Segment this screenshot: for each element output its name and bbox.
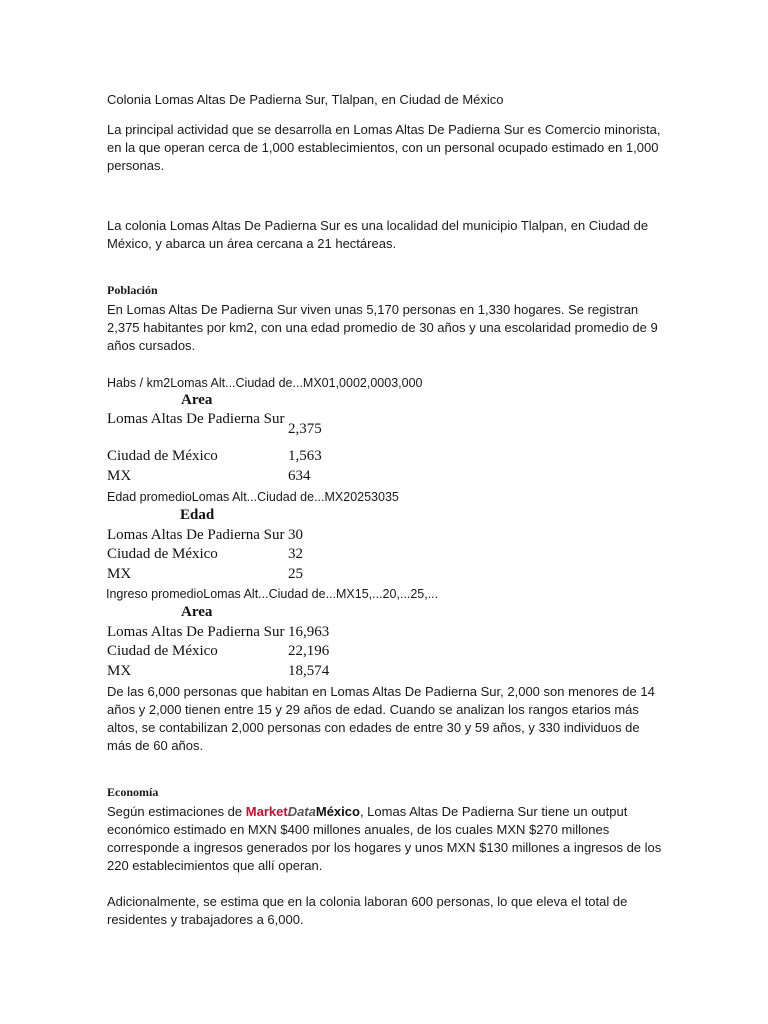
row-label: Lomas Altas De Padierna Sur: [107, 411, 285, 427]
income-chart-caption: Ingreso promedioLomas Alt...Ciudad de...MX15,...20,...25,...: [106, 587, 439, 601]
row-value: 18,574: [288, 663, 330, 679]
row-value: 32: [288, 546, 303, 562]
page-title: Colonia Lomas Altas De Padierna Sur, Tlalpan, en Ciudad de México: [107, 92, 504, 107]
location-paragraph: La colonia Lomas Altas De Padierna Sur es una localidad del municipio Tlalpan, en Ciudad de México, y abarca un área cercana a 21 hectáreas.: [107, 218, 649, 251]
row-label: Lomas Altas De Padierna Sur: [107, 624, 285, 640]
row-label: Ciudad de México: [107, 643, 218, 659]
poblacion-paragraph: En Lomas Altas De Padierna Sur viven unas 5,170 personas en 1,330 hogares. Se registran 2,375 habitantes por km2, con una edad promedio de 30 años y una escolaridad promedio de 9 años cursados.: [107, 302, 658, 353]
brand-data: Data: [287, 804, 316, 819]
row-label: MX: [107, 566, 132, 582]
workers-paragraph: Adicionalmente, se estima que en la colonia laboran 600 personas, lo que eleva el total de residentes y trabajadores a 6,000.: [107, 894, 628, 927]
row-label: Ciudad de México: [107, 448, 218, 464]
row-value: 25: [288, 566, 303, 582]
age-ranges-paragraph: De las 6,000 personas que habitan en Lomas Altas De Padierna Sur, 2,000 son menores de 14 años y 2,000 tienen entre 15 y 29 años de edad. Cuando se analizan los rangos etarios más altos, se contabilizan 2,000 personas con edades de entre 30 y 59 años, y 330 individuos de más de 60 años.: [107, 684, 655, 753]
row-value: 30: [288, 527, 303, 543]
brand-logo: [246, 804, 360, 819]
economia-post: , Lomas Altas De Padierna Sur tiene un output económico estimado en MXN $400 millones anuales, de los cuales MXN $270 millones corresponde a ingresos generados por los hogares y unos MXN $130 millones a ingresos de los 220 establecimientos que allí operan.: [107, 804, 662, 873]
row-value: 2,375: [288, 421, 322, 437]
table-header: Edad: [180, 507, 215, 523]
row-label: Ciudad de México: [107, 546, 218, 562]
row-value: 22,196: [288, 643, 330, 659]
brand-market: Market: [245, 804, 288, 819]
economia-heading: Economía: [107, 785, 159, 799]
table-header: Area: [181, 392, 213, 408]
table-header: Area: [181, 604, 213, 620]
row-label: Lomas Altas De Padierna Sur: [107, 527, 285, 543]
age-chart-caption: Edad promedioLomas Alt...Ciudad de...MX20253035: [107, 490, 399, 504]
economia-paragraph: [107, 803, 667, 875]
economia-pre: Según estimaciones de: [107, 804, 246, 819]
row-label: MX: [107, 468, 132, 484]
row-value: 1,563: [288, 448, 322, 464]
row-value: 634: [288, 468, 311, 484]
row-label: MX: [107, 663, 132, 679]
row-value: 16,963: [288, 624, 330, 640]
intro-paragraph: La principal actividad que se desarrolla en Lomas Altas De Padierna Sur es Comercio minorista, en la que operan cerca de 1,000 establecimientos, con un personal ocupado estimado en 1,000 personas.: [107, 122, 661, 173]
density-chart-caption: Habs / km2Lomas Alt...Ciudad de...MX01,0002,0003,000: [107, 376, 423, 390]
poblacion-heading: Población: [107, 283, 158, 297]
table-row: [107, 411, 407, 450]
brand-mexico: México: [315, 804, 360, 819]
